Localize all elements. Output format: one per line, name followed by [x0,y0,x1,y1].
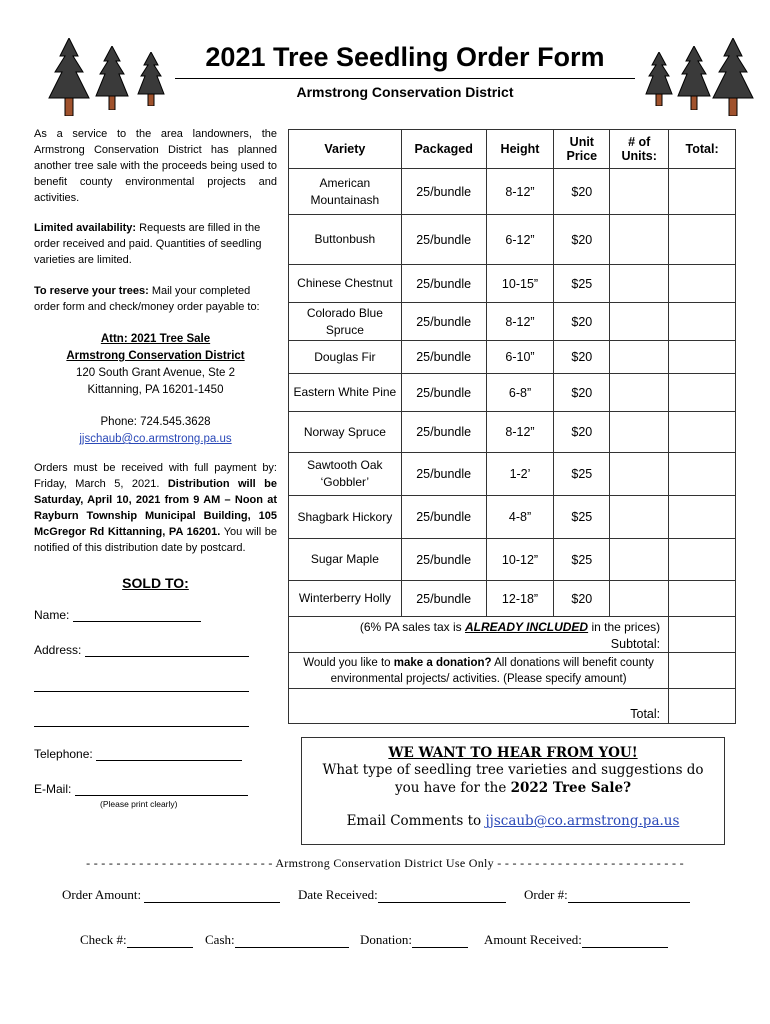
donation-field[interactable]: Donation: [360,932,468,948]
header-packaged: Packaged [401,130,486,169]
unit-price-cell: $20 [554,412,610,453]
grand-total-cell[interactable] [669,689,736,724]
name-label: Name: [34,608,70,622]
subtotal-row [289,637,736,653]
reserve-label: To reserve your trees: [34,285,149,297]
unit-price-cell: $20 [554,374,610,412]
pine-tree-icon [645,52,673,106]
row-total-cell[interactable] [669,453,736,496]
unit-price-cell: $25 [554,539,610,581]
donation-line[interactable] [412,947,468,948]
telephone-label: Telephone: [34,747,93,761]
table-row [289,581,736,617]
variety-cell: American Mountainash [289,169,402,215]
donation-amount-cell[interactable] [669,653,736,689]
row-total-cell[interactable] [669,215,736,265]
table-row [289,539,736,581]
height-cell: 8-12” [486,169,554,215]
pine-tree-icon [712,38,754,116]
variety-cell: Shagbark Hickory [289,496,402,539]
height-cell: 6-12” [486,215,554,265]
address-attn: Attn: 2021 Tree Sale [100,333,211,345]
packaged-cell: 25/bundle [401,215,486,265]
units-input-cell[interactable] [610,341,669,374]
header-variety: Variety [289,130,402,169]
variety-cell: Sawtooth Oak ‘Gobbler’ [289,453,402,496]
limited-availability-paragraph [34,220,277,268]
table-row [289,496,736,539]
units-input-cell[interactable] [610,581,669,617]
height-cell: 6-10” [486,341,554,374]
packaged-cell: 25/bundle [401,303,486,341]
variety-cell: Douglas Fir [289,341,402,374]
total-row [289,689,736,724]
units-input-cell[interactable] [610,539,669,581]
row-total-cell[interactable] [669,539,736,581]
unit-price-cell: $25 [554,496,610,539]
comments-box [301,737,725,845]
name-field[interactable] [34,608,201,622]
telephone-field[interactable] [34,747,242,761]
variety-cell: Eastern White Pine [289,374,402,412]
height-cell: 4-8” [486,496,554,539]
height-cell: 1-2’ [486,453,554,496]
pine-tree-icon [137,52,165,106]
pine-tree-icon [95,46,129,110]
comments-question: What type of seedling tree varieties and suggestions do you have for the 2022 Tree Sale? [322,762,704,796]
orders-deadline: Orders must be received with full payment by: Friday, March 5, 2021. [34,462,277,490]
address-field[interactable] [34,643,249,657]
height-cell: 8-12” [486,303,554,341]
orders-note [34,460,277,556]
intro-paragraph: As a service to the area landowners, the Armstrong Conservation District has planned another tree sale with the proceeds being used to benefit county environmental projects and activities. [34,128,277,204]
office-use-heading: - - - - - - - - - - - - - - - - - - - - - - - - - Armstrong Conservation District Use Only - - - - - - - - - - - - - - - - - - - - - - - - - [86,856,684,870]
pine-tree-icon [677,46,711,110]
amount-received-field[interactable]: Amount Received: [484,932,668,948]
height-cell: 10-15” [486,265,554,303]
units-input-cell[interactable] [610,265,669,303]
distribution-info: Distribution will be Saturday, April 10, 2021 from 9 AM – Noon at Rayburn Township Municipal Building, 105 McGregor Rd Kittanning, PA 16201. [34,478,278,538]
telephone-input-line[interactable] [96,760,242,761]
packaged-cell: 25/bundle [401,374,486,412]
address-input-line[interactable] [85,656,249,657]
address-street: 120 South Grant Avenue, Ste 2 [76,367,235,379]
address-phone: Phone: 724.545.3628 [100,416,211,428]
title-divider [175,78,635,79]
packaged-cell: 25/bundle [401,496,486,539]
units-input-cell[interactable] [610,374,669,412]
check-number-field[interactable]: Check #: [80,932,193,948]
table-row [289,265,736,303]
date-received-line[interactable] [378,902,506,903]
page-title: 2021 Tree Seedling Order Form [205,42,605,72]
row-total-cell[interactable] [669,303,736,341]
table-row [289,215,736,265]
address-line-2[interactable] [34,691,249,692]
header-total: Total: [669,130,736,169]
units-input-cell[interactable] [610,453,669,496]
units-input-cell[interactable] [610,303,669,341]
email-input-line[interactable] [75,795,248,796]
amount-received-line[interactable] [582,947,668,948]
sold-to-heading: SOLD TO: [122,575,189,591]
variety-cell: Buttonbush [289,215,402,265]
packaged-cell: 25/bundle [401,412,486,453]
unit-price-cell: $20 [554,169,610,215]
donation-prompt: Would you like to make a donation? All donations will benefit county environmental projects/ activities. (Please specify amount) [289,653,669,689]
page-subtitle: Armstrong Conservation District [296,84,514,100]
units-input-cell[interactable] [610,496,669,539]
check-number-line[interactable] [127,947,193,948]
height-cell: 6-8” [486,374,554,412]
print-clearly-note: (Please print clearly) [100,799,178,809]
row-total-cell[interactable] [669,341,736,374]
unit-price-cell: $20 [554,215,610,265]
email-field[interactable] [34,782,248,796]
pine-tree-icon [48,38,90,116]
order-number-field[interactable]: Order #: [524,887,690,903]
height-cell: 8-12” [486,412,554,453]
unit-price-cell: $20 [554,581,610,617]
email-label: E-Mail: [34,782,72,796]
comments-email-link[interactable]: jjscaub@co.armstrong.pa.us [485,813,680,829]
units-input-cell[interactable] [610,215,669,265]
subtotal-value-cell[interactable] [669,617,736,653]
height-cell: 12-18” [486,581,554,617]
donation-row [289,653,736,689]
variety-cell: Norway Spruce [289,412,402,453]
reserve-paragraph [34,283,277,315]
packaged-cell: 25/bundle [401,341,486,374]
variety-cell: Winterberry Holly [289,581,402,617]
variety-cell: Sugar Maple [289,539,402,581]
header-height: Height [486,130,554,169]
row-total-cell[interactable] [669,169,736,215]
unit-price-cell: $20 [554,303,610,341]
packaged-cell: 25/bundle [401,169,486,215]
postcard-note: You will be notified of this distribution date by postcard. [34,526,278,554]
name-input-line[interactable] [73,621,201,622]
address-city: Kittanning, PA 16201-1450 [87,384,224,396]
order-number-line[interactable] [568,902,690,903]
variety-cell: Colorado Blue Spruce [289,303,402,341]
header-units: # of Units: [610,130,669,169]
packaged-cell: 25/bundle [401,539,486,581]
address-email-link[interactable]: jjschaub@co.armstrong.pa.us [79,433,232,445]
comments-email-line: Email Comments to jjscaub@co.armstrong.pa.us [346,813,680,829]
limited-text: Requests are filled in the order received and paid. Quantities of seedling varieties are limited. [34,222,262,266]
tax-row [289,617,736,637]
mailing-address [34,331,277,448]
table-row [289,341,736,374]
units-input-cell[interactable] [610,169,669,215]
unit-price-cell: $20 [554,341,610,374]
total-label: Total: [289,689,669,724]
cash-line[interactable] [235,947,349,948]
row-total-cell[interactable] [669,374,736,412]
packaged-cell: 25/bundle [401,453,486,496]
limited-label: Limited availability: [34,222,137,234]
comments-heading: WE WANT TO HEAR FROM YOU! [388,745,638,761]
tax-included-emphasis: ALREADY INCLUDED [464,619,589,634]
row-total-cell[interactable] [669,496,736,539]
table-row [289,169,736,215]
tax-note: (6% PA sales tax is ALREADY INCLUDED in the prices) [289,617,669,637]
order-table [288,129,736,724]
row-total-cell[interactable] [669,265,736,303]
table-row [289,453,736,496]
unit-price-cell: $25 [554,453,610,496]
address-org: Armstrong Conservation District [66,350,245,362]
table-header-row [289,130,736,169]
units-input-cell[interactable] [610,412,669,453]
cash-field[interactable]: Cash: [205,932,349,948]
subtotal-label: Subtotal: [289,637,669,653]
order-amount-line[interactable] [144,902,280,903]
address-label: Address: [34,643,82,657]
table-row [289,303,736,341]
variety-cell: Chinese Chestnut [289,265,402,303]
height-cell: 10-12” [486,539,554,581]
address-line-3[interactable] [34,726,249,727]
header-unit-price: Unit Price [554,130,610,169]
table-row [289,412,736,453]
date-received-field[interactable]: Date Received: [298,887,506,903]
reserve-text: Mail your completed order form and check/money order payable to: [34,285,260,313]
table-row [289,374,736,412]
packaged-cell: 25/bundle [401,265,486,303]
packaged-cell: 25/bundle [401,581,486,617]
unit-price-cell: $25 [554,265,610,303]
order-amount-field[interactable]: Order Amount: [62,887,280,903]
row-total-cell[interactable] [669,412,736,453]
row-total-cell[interactable] [669,581,736,617]
